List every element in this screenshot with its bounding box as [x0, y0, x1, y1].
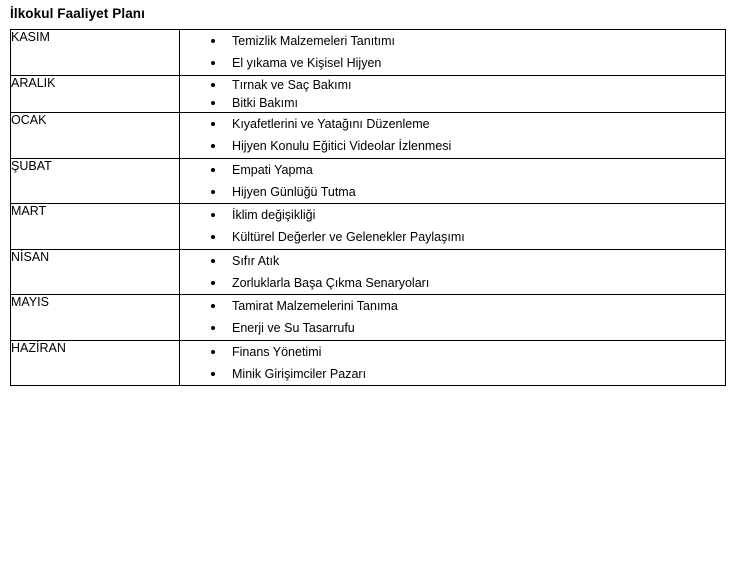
list-item: • Finans Yönetimi	[226, 341, 725, 363]
list-item: • Hijyen Konulu Eğitici Videolar İzlenmesi	[226, 135, 725, 157]
page-title: İlkokul Faaliyet Planı	[10, 6, 145, 21]
activity-list	[180, 159, 725, 204]
month-cell: ŞUBAT	[11, 158, 180, 204]
list-item: • Kıyafetlerini ve Yatağını Düzenleme	[226, 113, 725, 135]
activities-cell	[180, 113, 726, 159]
list-item: • Empati Yapma	[226, 159, 725, 181]
list-item: • El yıkama ve Kişisel Hijyen	[226, 52, 725, 74]
month-cell: KASIM	[11, 30, 180, 76]
activities-cell	[180, 249, 726, 295]
activities-cell	[180, 204, 726, 250]
list-item: • Tamirat Malzemelerini Tanıma	[226, 295, 725, 317]
list-item: • İklim değişikliği	[226, 204, 725, 226]
month-cell: MAYIS	[11, 295, 180, 341]
list-item: • Zorluklarla Başa Çıkma Senaryoları	[226, 272, 725, 294]
table-body	[11, 30, 726, 386]
table-row	[11, 295, 726, 341]
month-cell: HAZİRAN	[11, 340, 180, 386]
list-item: • Temizlik Malzemeleri Tanıtımı	[226, 30, 725, 52]
table-row	[11, 249, 726, 295]
document-page	[0, 6, 737, 568]
table-row	[11, 75, 726, 113]
table-row	[11, 340, 726, 386]
month-cell: ARALIK	[11, 75, 180, 113]
list-item: • Tırnak ve Saç Bakımı	[226, 76, 725, 94]
activities-cell	[180, 295, 726, 341]
list-item: • Minik Girişimciler Pazarı	[226, 363, 725, 385]
activity-list	[180, 341, 725, 386]
table-row	[11, 204, 726, 250]
activity-list	[180, 113, 725, 158]
table-row	[11, 113, 726, 159]
activities-cell	[180, 75, 726, 113]
table-row	[11, 158, 726, 204]
activity-list	[180, 76, 725, 113]
list-item: • Bitki Bakımı	[226, 94, 725, 112]
activities-cell	[180, 30, 726, 76]
activity-list	[180, 30, 725, 75]
activities-cell	[180, 158, 726, 204]
month-cell: NİSAN	[11, 249, 180, 295]
list-item: • Enerji ve Su Tasarrufu	[226, 317, 725, 339]
list-item: • Hijyen Günlüğü Tutma	[226, 181, 725, 203]
activity-list	[180, 295, 725, 340]
activity-list	[180, 204, 725, 249]
month-cell: MART	[11, 204, 180, 250]
activities-cell	[180, 340, 726, 386]
table-row	[11, 30, 726, 76]
list-item: • Kültürel Değerler ve Gelenekler Paylaşımı	[226, 226, 725, 248]
month-cell: OCAK	[11, 113, 180, 159]
activity-plan-table	[10, 29, 726, 386]
list-item: • Sıfır Atık	[226, 250, 725, 272]
activity-list	[180, 250, 725, 295]
